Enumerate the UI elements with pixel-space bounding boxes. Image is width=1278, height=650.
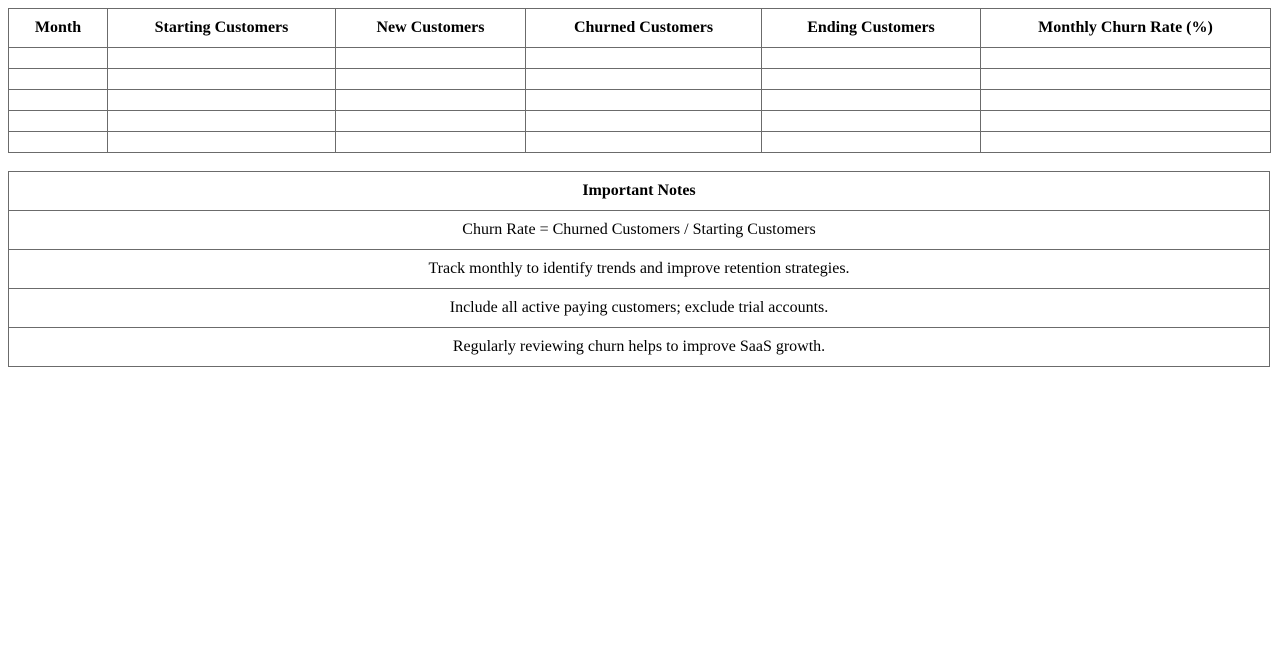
table-cell	[108, 132, 336, 153]
table-cell	[981, 111, 1271, 132]
column-header-month: Month	[9, 9, 108, 48]
table-cell	[9, 90, 108, 111]
table-cell	[9, 132, 108, 153]
table-cell	[526, 132, 762, 153]
note-row	[9, 289, 1270, 328]
table-cell	[9, 48, 108, 69]
table-row	[9, 69, 1271, 90]
page-content	[8, 8, 1270, 367]
table-cell	[762, 48, 981, 69]
table-cell	[108, 69, 336, 90]
table-cell	[108, 111, 336, 132]
table-row	[9, 48, 1271, 69]
note-item: Churn Rate = Churned Customers / Starting Customers	[9, 211, 1270, 250]
table-cell	[526, 111, 762, 132]
table-cell	[336, 132, 526, 153]
note-item: Include all active paying customers; exclude trial accounts.	[9, 289, 1270, 328]
table-cell	[981, 48, 1271, 69]
notes-header-row	[9, 172, 1270, 211]
column-header-churned-customers: Churned Customers	[526, 9, 762, 48]
column-header-monthly-churn-rate: Monthly Churn Rate (%)	[981, 9, 1271, 48]
column-header-new-customers: New Customers	[336, 9, 526, 48]
table-cell	[336, 111, 526, 132]
table-cell	[762, 69, 981, 90]
table-cell	[981, 132, 1271, 153]
table-cell	[981, 69, 1271, 90]
table-cell	[108, 48, 336, 69]
table-header-row	[9, 9, 1271, 48]
note-row	[9, 211, 1270, 250]
notes-title: Important Notes	[9, 172, 1270, 211]
table-cell	[526, 90, 762, 111]
table-cell	[108, 90, 336, 111]
table-row	[9, 132, 1271, 153]
note-item: Track monthly to identify trends and improve retention strategies.	[9, 250, 1270, 289]
table-cell	[526, 48, 762, 69]
notes-table	[8, 171, 1270, 367]
column-header-ending-customers: Ending Customers	[762, 9, 981, 48]
table-cell	[762, 90, 981, 111]
table-row	[9, 90, 1271, 111]
note-row	[9, 250, 1270, 289]
table-cell	[526, 69, 762, 90]
table-cell	[9, 111, 108, 132]
column-header-starting-customers: Starting Customers	[108, 9, 336, 48]
table-cell	[762, 111, 981, 132]
table-cell	[336, 69, 526, 90]
note-item: Regularly reviewing churn helps to improve SaaS growth.	[9, 328, 1270, 367]
note-row	[9, 328, 1270, 367]
table-cell	[336, 48, 526, 69]
churn-table	[8, 8, 1271, 153]
table-cell	[9, 69, 108, 90]
table-row	[9, 111, 1271, 132]
table-cell	[981, 90, 1271, 111]
table-cell	[762, 132, 981, 153]
table-cell	[336, 90, 526, 111]
